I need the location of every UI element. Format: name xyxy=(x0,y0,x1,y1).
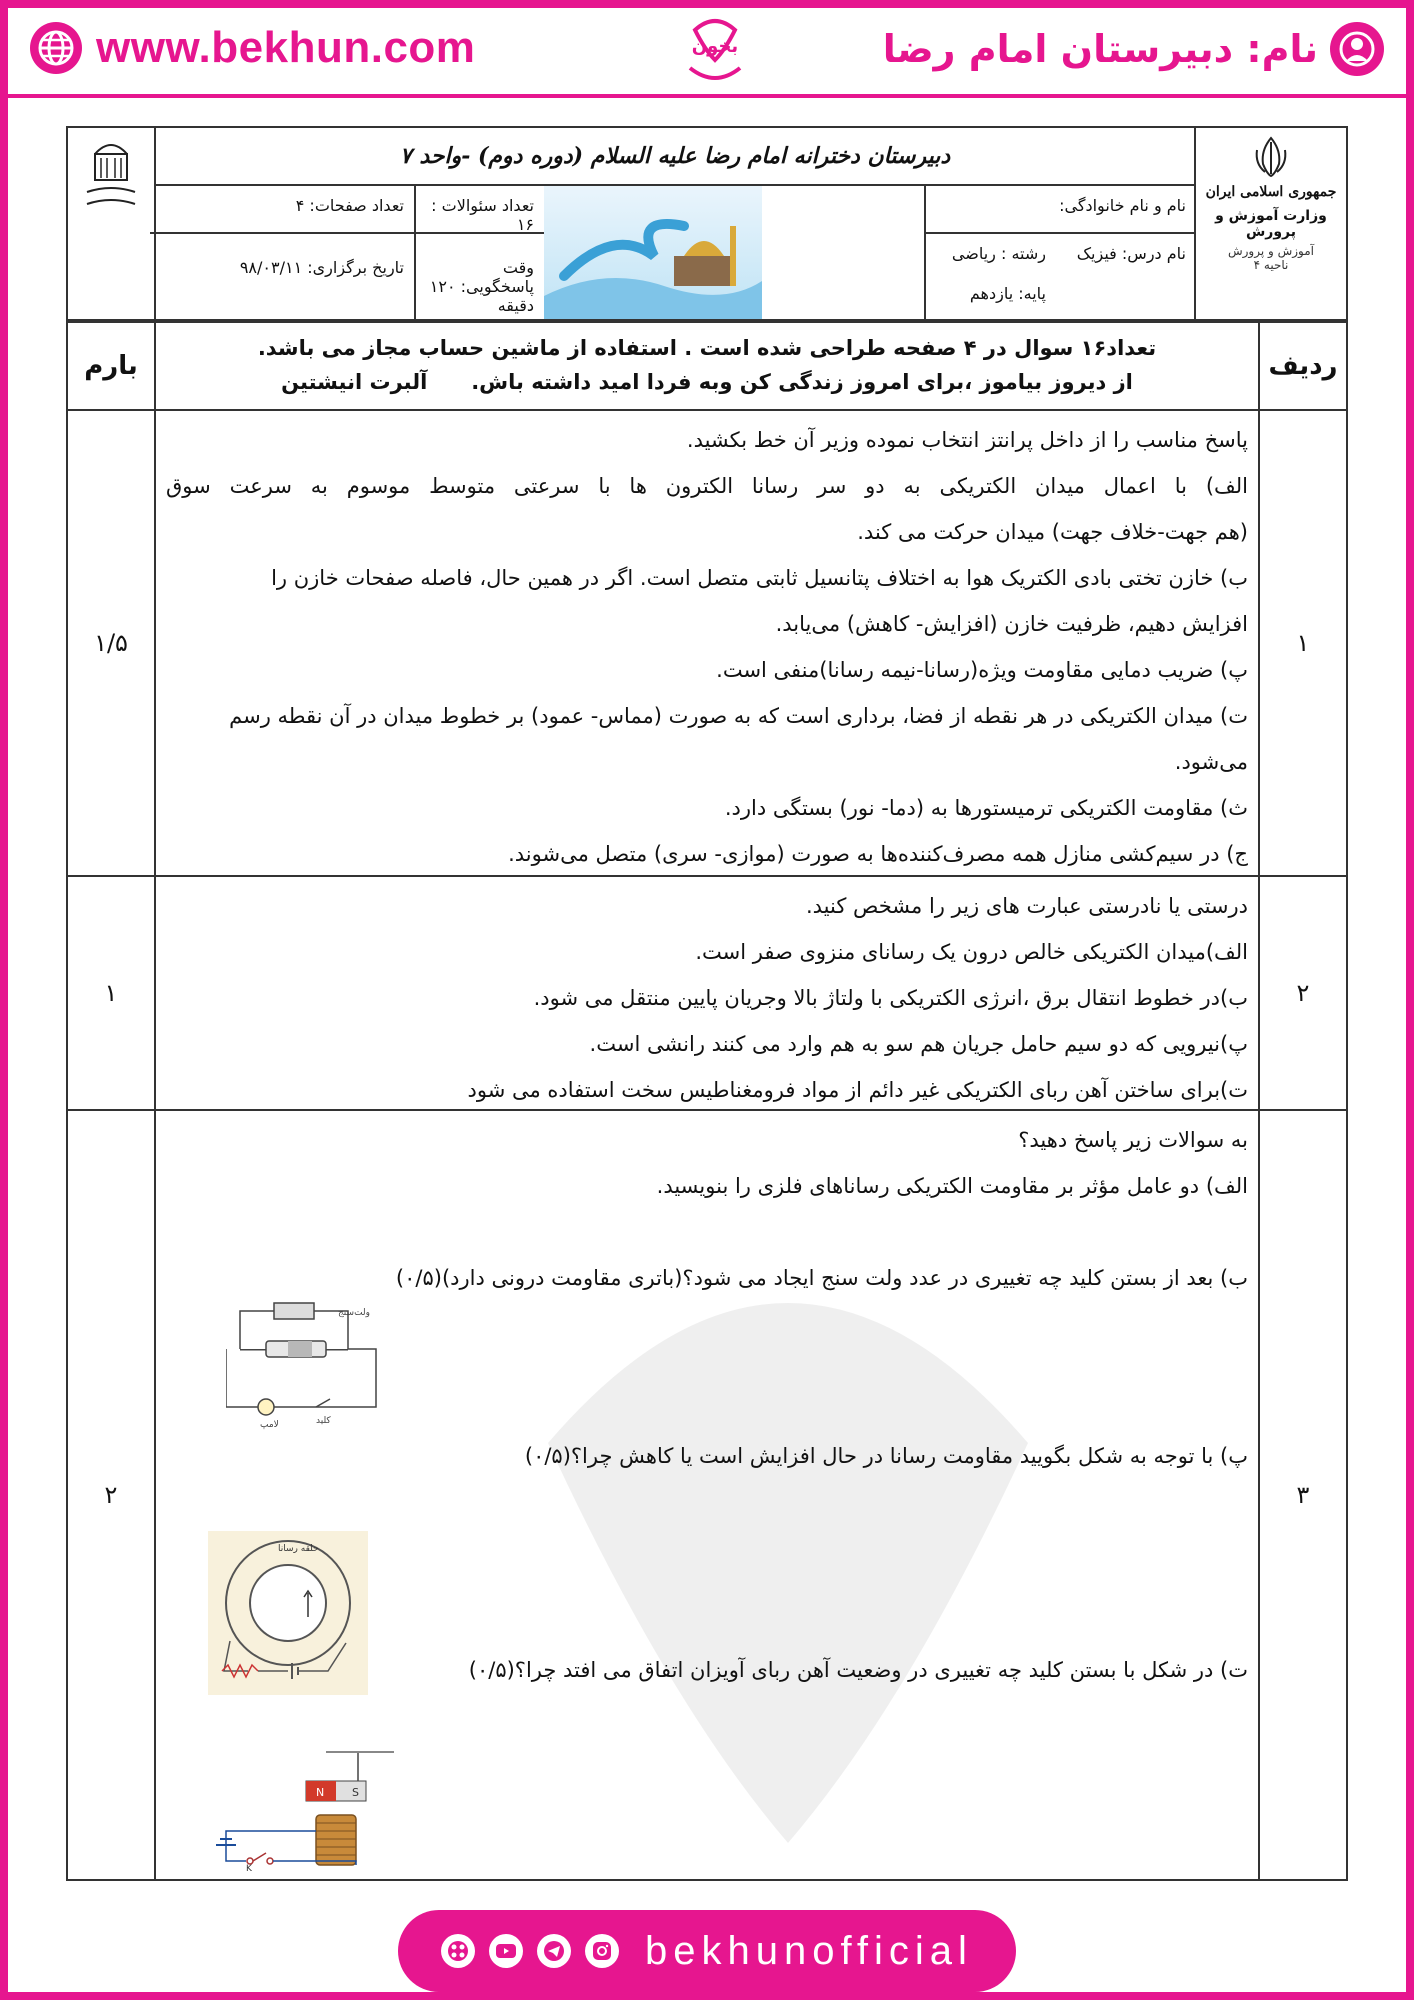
question-number: ۱ xyxy=(1258,411,1346,875)
question-line: پاسخ مناسب را از داخل پرانتز انتخاب نموده وزیر آن خط بکشید. xyxy=(686,428,1248,452)
iran-emblem-icon xyxy=(1251,134,1291,178)
question-text xyxy=(156,411,1258,875)
exam-date: تاریخ برگزاری: ۹۸/۰۳/۱۱ xyxy=(239,258,404,277)
website-link[interactable] xyxy=(30,22,475,74)
question-score: ۲ xyxy=(68,1111,156,1879)
question-count: تعداد سئوالات : ۱۶ xyxy=(431,196,534,234)
instagram-icon[interactable] xyxy=(585,1934,619,1968)
question-number: ۳ xyxy=(1258,1111,1346,1879)
switch-label: کلید xyxy=(316,1416,331,1426)
question-line: (هم جهت-خلاف جهت) میدان حرکت می کند. xyxy=(857,520,1248,544)
bekhun-logo xyxy=(670,10,760,92)
table-header-row xyxy=(68,323,1346,411)
question-line: پ) با توجه به شکل بگویید مقاومت رسانا در حال افزایش است یا کاهش چرا؟(۰/۵) xyxy=(524,1444,1248,1468)
field-name: رشته : ریاضی xyxy=(951,244,1046,263)
page-count: تعداد صفحات: ۴ xyxy=(295,196,404,215)
question-line: ب) خازن تختی بادی الکتریک هوا به اختلاف پتانسیل ثابتی متصل است. اگر در همین حال، فاصله صفحات خازن را xyxy=(271,566,1248,590)
emblem-line-2: وزارت آموزش و پرورش xyxy=(1215,208,1327,240)
questions-table xyxy=(66,321,1348,1881)
question-line: ث) مقاومت الکتریکی ترمیستورها به (دما- نور) بستگی دارد. xyxy=(724,796,1248,820)
course-name: نام درس: فیزیک xyxy=(1076,244,1186,263)
voltmeter-circuit-figure xyxy=(226,1299,386,1433)
question-line: درستی یا نادرستی عبارت های زیر را مشخص کنید. xyxy=(805,894,1248,918)
social-footer xyxy=(398,1910,1016,1992)
school-name-text: نام: دبیرستان امام رضا xyxy=(882,27,1318,71)
question-line: افزایش دهیم، ظرفیت خازن (افزایش- کاهش) می‌یابد. xyxy=(775,612,1248,636)
voltmeter-label: ولت‌سنج xyxy=(338,1308,370,1318)
globe-icon xyxy=(30,22,82,74)
exam-intro xyxy=(156,323,1258,409)
emblem-line-3: آموزش و پرورش xyxy=(1227,244,1315,258)
question-row xyxy=(68,1111,1346,1879)
question-line: ت) در شکل با بستن کلید چه تغییری در وضعیت آهن ربای آویزان اتفاق می افتد چرا؟(۰/۵) xyxy=(468,1658,1248,1682)
foundation-seal xyxy=(68,128,156,319)
intro-line-2 xyxy=(166,365,1248,399)
duration: وقت پاسخگویی: ۱۲۰ دقیقه xyxy=(429,258,534,315)
question-score: ۱/۵ xyxy=(68,411,156,875)
question-line: ب)در خطوط انتقال برق ،انرژی الکتریکی با ولتاژ بالا وجریان پایین منتقل می شود. xyxy=(533,986,1248,1010)
question-line: ت)برای ساختن آهن ربای الکتریکی غیر دائم از مواد فرومغناطیس سخت استفاده می شود xyxy=(467,1078,1248,1102)
question-row xyxy=(68,877,1346,1111)
footer-handle[interactable]: bekhunofficial xyxy=(645,1928,973,1973)
question-line: ج) در سیم‌کشی منازل همه مصرف‌کننده‌ها به صورت (موازی- سری) متصل می‌شوند. xyxy=(508,842,1248,866)
seal-icon xyxy=(81,138,141,218)
conducting-ring-figure xyxy=(208,1531,368,1695)
magnet-n-label: N xyxy=(316,1786,325,1799)
brand-bar xyxy=(8,8,1406,98)
intro-author: آلبرت انیشتین xyxy=(281,370,428,394)
question-line: ت) میدان الکتریکی در هر نقطه از فضا، برداری است که به صورت (مماس- عمود) بر خطوط میدان در آن نقطه رسم xyxy=(229,704,1248,728)
barem-header: بارم xyxy=(68,323,156,409)
question-line: ب) بعد از بستن کلید چه تغییری در عدد ولت سنج ایجاد می شود؟(باتری مقاومت درونی دارد)(۰/۵) xyxy=(395,1266,1248,1290)
youtube-icon[interactable] xyxy=(489,1934,523,1968)
intro-line-1: تعداد۱۶ سوال در ۴ صفحه طراحی شده است . استفاده از ماشین حساب مجاز می باشد. xyxy=(257,336,1157,360)
school-name-badge xyxy=(883,22,1384,76)
student-name-label: نام و نام خانوادگی: xyxy=(1059,196,1186,215)
question-number: ۲ xyxy=(1258,877,1346,1109)
shrine-banner-image xyxy=(544,186,762,319)
question-text xyxy=(156,877,1258,1109)
question-line: پ) ضریب دمایی مقاومت ویژه(رسانا-نیمه رسانا)منفی است. xyxy=(716,658,1248,682)
lamp-label: لامپ xyxy=(260,1420,279,1430)
question-line: الف)میدان الکتریکی خالص درون یک رسانای منزوی صفر است. xyxy=(695,940,1248,964)
question-line: به سوالات زیر پاسخ دهید؟ xyxy=(1018,1128,1248,1152)
grade-name: پایه: یازدهم xyxy=(969,284,1046,303)
switch-k-label: K xyxy=(246,1864,252,1871)
question-line: می‌شود. xyxy=(1174,750,1248,774)
question-row xyxy=(68,411,1346,877)
magnet-s-label: S xyxy=(352,1786,359,1799)
user-icon xyxy=(1330,22,1384,76)
aparat-icon[interactable] xyxy=(441,1934,475,1968)
ring-label: حلقه رسانا xyxy=(278,1544,319,1554)
solenoid-magnet-figure xyxy=(206,1751,396,1871)
emblem-line-4: ناحیه ۴ xyxy=(1253,258,1289,272)
ministry-emblem xyxy=(1194,128,1346,319)
telegram-icon[interactable] xyxy=(537,1934,571,1968)
intro-quote: از دیروز بیاموز ،برای امروز زندگی کن وبه فردا امید داشته باش. xyxy=(471,370,1133,394)
logo-text: بخون xyxy=(691,36,739,57)
school-title: دبیرستان دخترانه امام رضا علیه السلام (دوره دوم) -واحد ۷ xyxy=(154,128,1196,186)
question-line: الف) با اعمال میدان الکتریکی به دو سر رسانا الکترون ها با سرعتی متوسط موسوم به سرعت سوق xyxy=(166,474,1248,498)
question-line: پ)نیرویی که دو سیم حامل جریان هم سو به هم وارد می کنند رانشی است. xyxy=(589,1032,1248,1056)
radif-header: ردیف xyxy=(1258,323,1346,409)
website-text: www.bekhun.com xyxy=(96,23,476,72)
exam-header xyxy=(66,126,1348,321)
question-score: ۱ xyxy=(68,877,156,1109)
question-line: الف) دو عامل مؤثر بر مقاومت الکتریکی رساناهای فلزی را بنویسید. xyxy=(656,1174,1248,1198)
emblem-line-1: جمهوری اسلامی ایران xyxy=(1205,184,1337,200)
